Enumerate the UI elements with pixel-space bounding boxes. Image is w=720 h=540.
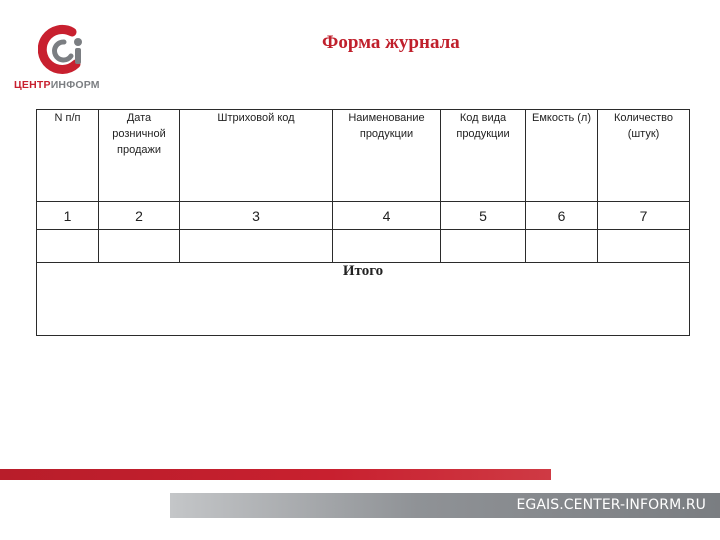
table-header-row [37,110,690,202]
table-cell [180,230,333,263]
table-cell [441,230,526,263]
company-logo [14,24,114,99]
column-number: 6 [526,202,598,230]
column-number: 5 [441,202,526,230]
column-number: 3 [180,202,333,230]
table-cell [37,230,99,263]
column-number: 2 [99,202,180,230]
table-row [37,230,690,263]
logo-text-part1: ЦЕНТР [14,79,51,91]
logo-wordmark [14,79,114,91]
total-label: Итого [37,263,690,336]
column-number: 1 [37,202,99,230]
column-number: 7 [598,202,690,230]
logo-text-part2: ИНФОРМ [50,79,100,91]
column-header: N п/п [37,110,99,202]
journal-table [36,109,690,336]
red-divider [0,469,551,480]
footer-url: EGAIS.CENTER-INFORM.RU [516,497,706,513]
table-cell [526,230,598,263]
column-header: Штриховой код [180,110,333,202]
column-header: Наименование продукции [333,110,441,202]
column-number-row [37,202,690,230]
column-header: Емкость (л) [526,110,598,202]
table-cell [99,230,180,263]
page-title: Форма журнала [322,32,460,53]
column-number: 4 [333,202,441,230]
total-row [37,263,690,336]
column-header: Код вида продукции [441,110,526,202]
column-header: Дата розничной продажи [99,110,180,202]
table-cell [333,230,441,263]
column-header: Количество (штук) [598,110,690,202]
logo-mark-icon [38,24,90,76]
table-cell [598,230,690,263]
